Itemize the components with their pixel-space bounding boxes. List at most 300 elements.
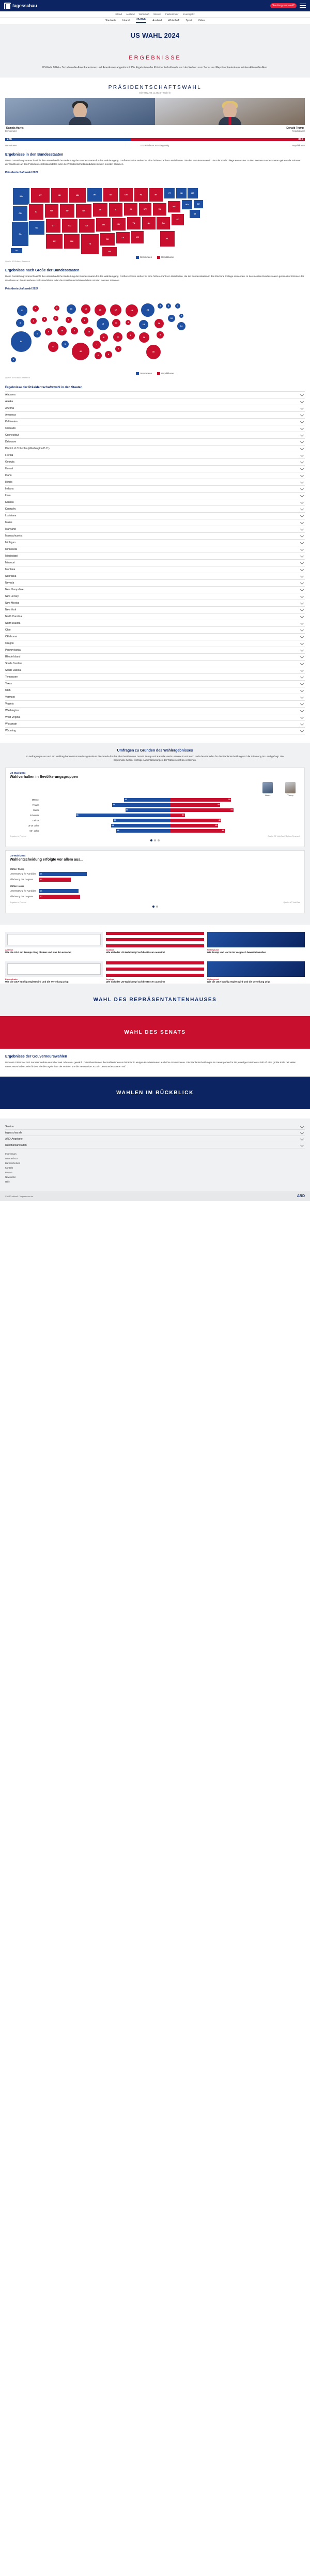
chevron-down-icon [300,588,304,591]
teaser-5-title: Wie die USA künftig regiert wird und die Verteilung zeigt [207,980,271,983]
bubble-in[interactable]: 11 [112,318,121,328]
bubble-nd[interactable]: 3 [54,305,60,311]
results-intro: US-Wahl 2024 – So haben die Amerikanerinnen und Amerikaner abgestimmt: Die Ergebnisse der Präsidentschaftswahl und der Wahlen zum Senat und Repräsentantenhaus in interaktiven Grafiken. [0,64,310,78]
accordion-item[interactable] [5,540,305,546]
teaser-1[interactable] [106,932,204,954]
electoral-map-bubbles[interactable] [3,293,307,370]
accordion-item[interactable] [5,398,305,405]
accordion-item-label: Maine [5,520,12,524]
accordion-item[interactable] [5,614,305,620]
chevron-down-icon [300,722,304,726]
subnav-item-4[interactable]: Faktenfinder [165,13,179,16]
candidate-trump-party: Republikaner [292,129,305,132]
banner-senate[interactable]: WAHL DES SENATS [0,1016,310,1049]
poll-group-label: Frauen [32,803,39,806]
bubble-la[interactable]: 8 [104,350,113,359]
bubble-az[interactable]: 11 [48,341,59,352]
accordion-item[interactable] [5,560,305,566]
state-me[interactable]: ME [187,188,198,199]
teaser-2[interactable] [207,932,305,954]
chevron-down-icon [300,547,304,551]
harris-avatar [262,782,273,793]
accordion-item[interactable] [5,573,305,580]
teaser-0[interactable] [5,932,103,954]
teaser-row-1 [0,925,310,954]
accordion-item[interactable] [5,580,305,587]
accordion-item[interactable] [5,674,305,681]
state-ny[interactable]: NY [149,188,163,202]
poll-theme-row [10,878,300,882]
electoral-text: Diese Darstellung veranschaulicht die unterschiedliche Bedeutung der Bundesstaaten für den Wahlausgang. Größere Kreise stehen für eine höhere Zahl von Wahlleuten. Die den Bundesstaaten in das Electoral College entsenden. In den meisten Bundesstaaten gehen alle Stimmen der Wahlleute an den Präsidentschaftskandidaten oder die Präsidentschaftskandidatin mit den meisten Stimmen. [5,159,301,165]
bubble-nc[interactable]: 16 [154,318,164,329]
state-tx[interactable]: TX [81,234,99,254]
teaser-1-kicker: Analyse [106,948,114,951]
state-in[interactable]: IN [123,203,138,216]
map1-source: Quelle: AP/Edison Research [5,260,30,263]
accordion-item[interactable] [5,667,305,674]
poll-group-row [10,808,300,812]
state-al[interactable]: AL [142,217,156,230]
president-date: Dienstag, 05.11.2024 – Wahl in [139,91,171,94]
footer-section[interactable] [5,1124,305,1130]
accordion-item[interactable] [5,553,305,560]
accordion-item[interactable] [5,506,305,513]
legend-rep-item: Republikaner [157,372,174,375]
state-nv[interactable]: NV [28,221,45,235]
poll-theme-label: Ablehnung des Gegners [10,895,34,898]
state-oh[interactable]: OH [119,188,133,202]
state-md[interactable]: MD [181,200,193,210]
chevron-down-icon [300,655,304,658]
teaser-5[interactable] [207,961,305,984]
poll-bar-rep: 55 [171,798,231,802]
accordion-item[interactable] [5,412,305,419]
state-ok[interactable]: OK [100,233,115,246]
bubble-al[interactable]: 9 [126,331,135,340]
chevron-down-icon [300,520,304,524]
teaser-3[interactable] [5,961,103,984]
poll-group-row [10,814,300,817]
carousel-dot-3[interactable] [158,839,160,841]
bubble-mt[interactable]: 4 [32,305,39,312]
candidate-harris-photo [5,98,155,125]
map1-legend [0,254,310,259]
poll-group-label: Männer [32,798,39,801]
map2-legend [0,370,310,375]
chevron-down-icon [300,393,304,396]
chevron-down-icon [300,662,304,665]
accordion-item-label: Hawaii [5,467,13,470]
accordion-item[interactable] [5,593,305,600]
state-ca[interactable]: CA [11,222,29,247]
accordion-item[interactable] [5,661,305,667]
nav-item-wirtschaft[interactable]: Wirtschaft [168,19,180,22]
state-ms[interactable]: MS [131,231,144,244]
bubble-wa[interactable]: 12 [17,305,28,316]
governor-text: Dazu ein Drittel der 100 Senatsmandate wird alle zwei Jahre neu gewählt. Dabei bestimmen die Wählerinnen und Wähler in einigen Bundesstaaten auch ihre Gouverneure. Die Wahlentscheidungen im Senat geben für die jeweilige Präsidentschaft oft eine große Rolle bei vielen Gesetzesvorhaben. Hier finden Sie die Ergebnisse der Wahlen um die Senatssitze 2024 in den Bundesstaaten auf. [5,1061,296,1068]
accordion-item[interactable] [5,419,305,425]
accordion-item[interactable] [5,620,305,627]
nav-item-us-wahl[interactable]: US-Wahl [136,18,146,23]
face-shape [73,103,87,118]
chevron-down-icon [300,621,304,625]
accordion-item-label: Iowa [5,494,11,497]
teaser-4-kicker: Analyse [106,977,114,980]
state-or[interactable]: OR [12,206,28,221]
poll-group-row [10,803,300,807]
footer-link[interactable]: Kontakt [5,1167,13,1170]
accordion-item[interactable] [5,566,305,573]
banner-house[interactable]: WAHL DES REPRÄSENTANTENHAUSES [0,984,310,1016]
chevron-down-icon [300,1137,304,1141]
state-mn[interactable]: MN [69,188,86,203]
electoral-title: Ergebnisse in den Bundesstaaten [5,152,64,157]
president-heading: PRÄSIDENTSCHAFTSWAHL [108,84,202,90]
bubble-sc[interactable]: 9 [156,331,164,339]
bubble-oh[interactable]: 17 [110,304,122,316]
teaser-0-image [5,932,103,947]
state-ut[interactable]: UT [45,219,61,233]
accordion-item-label: Texas [5,682,12,685]
map2-label: Präsidentschaftswahl 2024 [5,287,38,290]
state-nc[interactable]: NC [167,201,181,213]
carousel2-dot-1[interactable] [152,906,154,908]
chevron-down-icon [300,527,304,531]
accordion-item[interactable] [5,425,305,432]
state-vt[interactable]: VT [164,188,175,199]
state-sd[interactable]: SD [59,204,75,218]
bubble-ut[interactable]: 6 [44,328,53,336]
accordion-item[interactable] [5,486,305,493]
subnav-item-1[interactable]: Ausland [126,13,135,16]
poll-group-row [10,829,300,833]
legend-dem: Demokraten [5,144,17,147]
subnav-item-5[interactable]: Investigativ [182,13,195,16]
footer-link[interactable]: Presse [5,1171,12,1174]
bubble-nm[interactable]: 5 [61,340,69,348]
teaser-3-image [5,961,103,977]
electoral2-text: Diese Darstellung veranschaulicht die unterschiedliche Bedeutung der Bundesstaaten für den Wahlausgang. Größere Kreise stehen für eine höhere Zahl von Wahlleuten, die die Bundesstaaten in das Electoral College entsenden. In den meisten Bundesstaaten gehen alle Stimmen der Wahlleute an den Präsidentschaftskandidaten oder die Präsidentschaftskandidatin mit den meisten Stimmen. [5,275,304,282]
accordion-item-label: Arkansas [5,413,16,417]
accordion-item-label: Illinois [5,480,12,484]
teaser-3-kicker: Faktenfinder [5,977,18,980]
accordion-item[interactable] [5,405,305,412]
electoral-map-states[interactable] [3,176,307,254]
bubble-ia[interactable]: 6 [81,316,89,325]
teaser-4[interactable] [106,961,204,984]
accordion-item[interactable] [5,687,305,694]
accordion-item[interactable] [5,446,305,452]
accordion-item[interactable] [5,432,305,439]
bubble-id[interactable]: 4 [30,317,37,325]
nav-item-inland[interactable]: Inland [122,19,130,22]
tagesschau-logo-icon [4,3,11,9]
map1-label: Präsidentschaftswahl 2024 [5,171,38,175]
footer-section[interactable] [5,1142,305,1148]
teaser-5-kicker: Hintergrund [207,977,219,980]
chevron-down-icon [300,709,304,712]
bubble-wy[interactable]: 3 [41,316,48,323]
state-nm[interactable]: NM [64,234,80,249]
accordion-item-label: Vermont [5,695,15,699]
accordion-item-label: Missouri [5,561,15,564]
accordion-item[interactable] [5,526,305,533]
bubble-sd[interactable]: 3 [53,315,59,321]
poll-theme-bar: 39 [39,878,71,882]
swatch-rep-icon [157,256,160,259]
results-heading: ERGEBNISSE [129,55,181,61]
bubble-ga[interactable]: 16 [138,332,150,343]
accordion-item[interactable] [5,587,305,593]
candidate-row [0,98,310,134]
poll-card-1-title: Wahlverhalten in Bevölkerungsgruppen [10,775,78,779]
state-ne[interactable]: NE [75,204,92,218]
menu-icon[interactable] [300,4,306,8]
accordion-item-label: Montana [5,568,16,571]
footer-section-label: ARD-Angebote [5,1137,23,1141]
accordion-item[interactable] [5,607,305,614]
state-fl[interactable]: FL [160,231,175,247]
accordion-item[interactable] [5,640,305,647]
state-ar[interactable]: AR [102,247,117,257]
brand-logo[interactable] [4,3,37,9]
accordion-item-label: Minnesota [5,547,18,551]
chevron-down-icon [300,480,304,484]
state-nd[interactable]: ND [51,188,68,203]
accordion-item[interactable] [5,493,305,499]
trump-label: Trump [287,793,293,796]
state-ks[interactable]: KS [79,219,95,233]
bubble-nv[interactable]: 6 [33,330,41,338]
footer-section-label: Service [5,1125,14,1128]
chevron-down-icon [300,433,304,437]
teaser-0-title: Wie die USA auf Trumps Sieg blicken und was ihn erwartet [5,950,71,954]
chevron-down-icon [300,641,304,645]
accordion-item[interactable] [5,694,305,701]
live-badge[interactable]: Sendung verpasst? [270,3,297,8]
state-va[interactable]: VA [152,203,167,216]
bubble-nj[interactable]: 14 [177,321,186,331]
state-wv[interactable]: WV [138,203,152,216]
accordion-item[interactable] [5,708,305,714]
teaser-4-image [106,961,204,977]
poll-card-groups [5,768,305,847]
accordion-item-label: Alabama [5,393,16,396]
bubble-il[interactable]: 19 [96,317,110,331]
bubble-ok[interactable]: 7 [92,340,101,349]
state-la[interactable]: LA [116,232,130,244]
accordion-item[interactable] [5,459,305,466]
state-pa[interactable]: PA [134,188,148,202]
carousel-dot-1[interactable] [150,839,152,841]
president-section [0,78,310,91]
accordion-item[interactable] [5,627,305,634]
poll-theme-bar: 58 [39,872,87,876]
poll-theme-row [10,872,300,876]
carousel2-dot-2[interactable] [156,906,158,908]
accordion-item[interactable] [5,647,305,654]
chevron-down-icon [300,447,304,450]
carousel-dots-2[interactable] [10,903,300,908]
poll-group-row [10,798,300,802]
footer-link[interactable]: Barrierefreiheit [5,1162,20,1165]
state-nh[interactable]: NH [176,188,187,199]
nav-item-sport[interactable]: Sport [185,19,192,22]
footer-link[interactable]: Impressum [5,1153,17,1156]
poll-card-1-source: Quelle: AP VoteCast / Edison Research [268,835,300,837]
candidate-trump-name: Donald Trump [286,126,304,130]
subnav-item-0[interactable]: Inland [115,13,122,16]
candidate-trump-photo [155,98,305,125]
state-mo[interactable]: MO [96,218,111,232]
footer-bottom [0,1191,310,1201]
accordion-item[interactable] [5,721,305,728]
bubble-ca[interactable]: 54 [10,331,32,352]
accordion-item[interactable] [5,728,305,734]
state-nj[interactable]: NJ [189,209,200,219]
nav-item-ausland[interactable]: Ausland [152,19,162,22]
state-ia[interactable]: IA [92,203,108,217]
teaser-2-image [207,932,305,947]
bubble-mi[interactable]: 15 [94,304,106,316]
bubble-va[interactable]: 13 [138,319,149,330]
chevron-down-icon [300,594,304,598]
state-de[interactable]: DE [193,200,204,209]
footer-link[interactable]: Hilfe [5,1180,10,1184]
bubble-hi[interactable]: 4 [10,357,17,363]
accordion-item[interactable] [5,466,305,472]
nav-item-startseite[interactable]: Startseite [105,19,117,22]
teaser-2-kicker: Hintergrund [207,948,219,951]
accordion-item[interactable] [5,546,305,553]
accordion-item[interactable] [5,499,305,506]
state-az[interactable]: AZ [45,234,63,249]
accordion-item[interactable] [5,533,305,540]
state-wi[interactable]: WI [87,188,102,202]
chevron-down-icon [300,494,304,497]
chevron-down-icon [300,648,304,652]
polls-section [0,743,310,925]
footer-section-label: Rundfunkanstalten [5,1143,27,1147]
accordion-item-label: Idaho [5,473,12,477]
bubble-de[interactable]: 3 [179,313,184,318]
footer-link[interactable]: Datenschutz [5,1157,18,1160]
chevron-down-icon [300,514,304,517]
chevron-down-icon [300,400,304,403]
accordion-item[interactable] [5,472,305,479]
accordion-item[interactable] [5,479,305,486]
state-il[interactable]: IL [109,203,123,217]
bubble-me[interactable]: 4 [175,303,181,309]
bubble-wv[interactable]: 4 [125,319,131,326]
poll-group-bars [41,824,300,827]
bubble-or[interactable]: 8 [16,318,25,328]
accordion-item[interactable] [5,439,305,446]
footer-section[interactable] [5,1136,305,1142]
state-ky[interactable]: KY [112,218,126,231]
accordion-item[interactable] [5,392,305,398]
state-ga[interactable]: GA [156,217,171,230]
bubble-ne[interactable]: 5 [65,316,72,324]
carousel-dots[interactable] [10,837,300,841]
bubble-tx[interactable]: 40 [71,342,90,361]
teaser-1-image [106,932,204,947]
chevron-down-icon [300,615,304,618]
poll-card-2-unit: Angaben in Prozent [10,901,26,903]
banner-retro[interactable]: WAHLEN IM RÜCKBLICK [0,1077,310,1109]
accordion-item-label: Washington [5,709,19,712]
state-mt[interactable]: MT [30,188,50,203]
subnav-item-3[interactable]: Wissen [153,13,162,16]
accordion-item-label: Oregon [5,641,14,645]
nav-item-video[interactable]: Video [198,19,205,22]
accordion-item-label: Kentucky [5,507,16,511]
accordion-item[interactable] [5,681,305,687]
bubble-mn[interactable]: 10 [66,304,76,314]
bubble-ms[interactable]: 6 [115,345,122,352]
bubble-tn[interactable]: 11 [113,332,123,342]
poll-theme-row [10,895,300,899]
bubble-ks[interactable]: 6 [70,327,79,335]
chevron-down-icon [300,682,304,685]
state-mi[interactable]: MI [103,188,118,202]
bubble-md[interactable]: 10 [167,314,176,323]
trump-avatar [285,782,296,793]
accordion-item[interactable] [5,600,305,607]
bubble-ky[interactable]: 8 [99,333,109,342]
carousel-dot-2[interactable] [154,839,156,841]
state-id[interactable]: ID [28,204,44,220]
accordion-item-label: Indiana [5,487,14,490]
accordion-item-label: District of Columbia (Washington D.C.) [5,447,50,450]
bubble-vt[interactable]: 3 [157,303,163,309]
poll-bar-rep: 46 [171,819,221,822]
bubble-wi[interactable]: 10 [81,304,91,314]
footer-link[interactable]: Newsletter [5,1176,16,1179]
accordion-item[interactable] [5,634,305,640]
teaser-5-image [207,961,305,977]
poll-card-2-sub2: Wähler Harris [10,884,24,887]
bubble-mo[interactable]: 10 [84,327,94,337]
bubble-nh[interactable]: 4 [165,303,172,309]
bubble-ar[interactable]: 6 [94,351,102,360]
footer-section[interactable] [5,1130,305,1136]
accordion-item[interactable] [5,452,305,459]
state-co[interactable]: CO [61,219,78,233]
poll-bar-rep: 49 [171,829,225,833]
accordion-item-label: Ohio [5,628,11,632]
state-tn[interactable]: TN [127,217,141,230]
bubble-ny[interactable]: 28 [141,303,155,317]
accordion-item[interactable] [5,513,305,519]
chevron-down-icon [300,688,304,692]
accordion-item[interactable] [5,654,305,661]
accordion-item[interactable] [5,714,305,721]
accordion-item[interactable] [5,701,305,708]
legend-dem-item: Demokraten [136,372,152,375]
state-sc[interactable]: SC [171,213,184,226]
state-wa[interactable]: WA [12,188,30,205]
state-hi[interactable]: HI [10,248,23,254]
bubble-fl[interactable]: 30 [146,344,161,360]
bubble-co[interactable]: 10 [57,326,67,336]
accordion-item-label: Florida [5,453,13,457]
poll-group-label: Latinos [32,819,39,822]
bubble-pa[interactable]: 19 [125,304,138,317]
subnav-item-2[interactable]: Wirtschaft [138,13,149,16]
state-wy[interactable]: WY [44,204,59,218]
accordion-item[interactable] [5,519,305,526]
